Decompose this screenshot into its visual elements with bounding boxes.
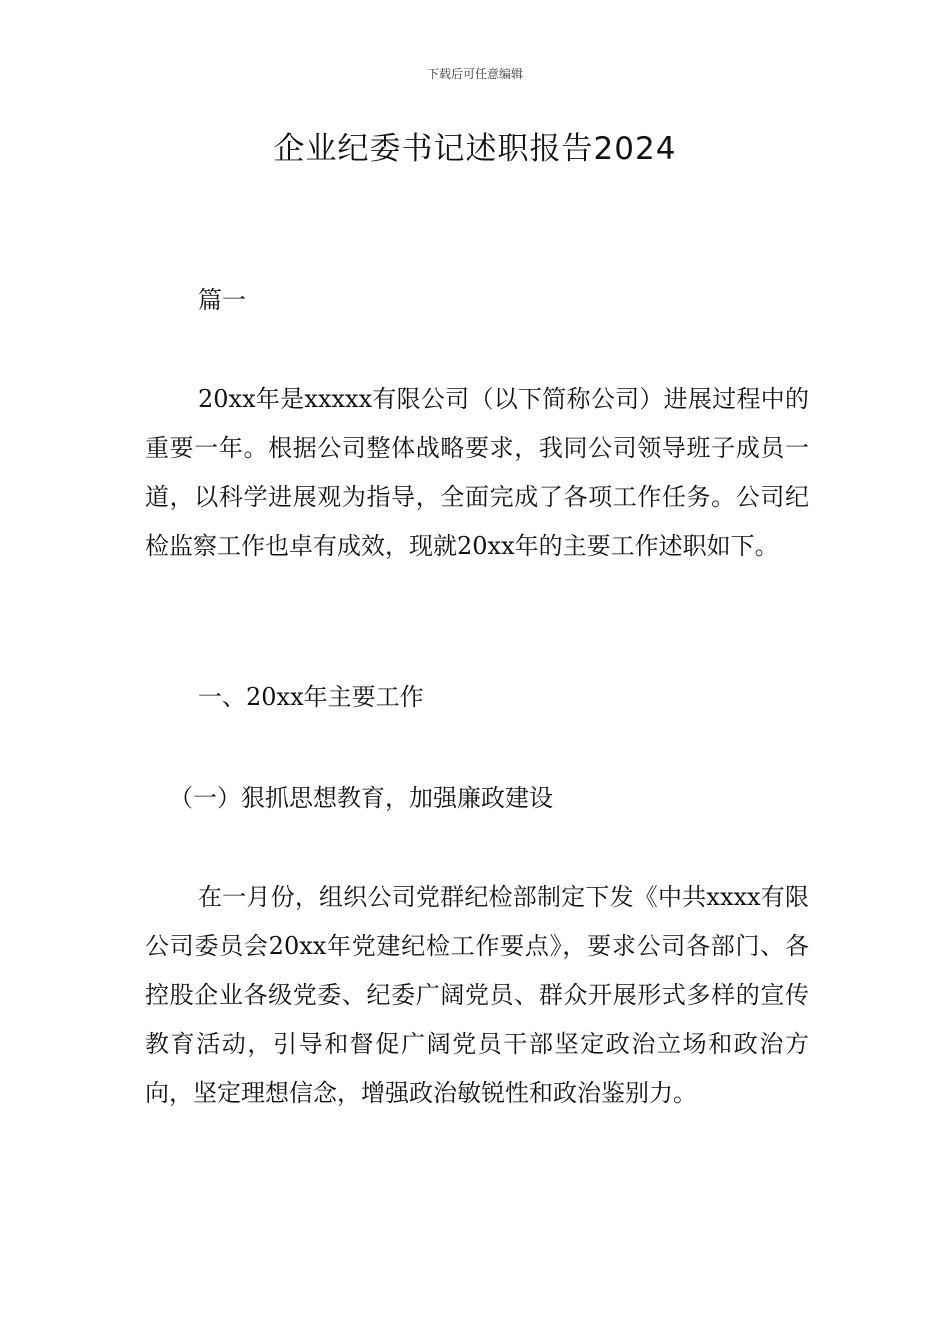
document-title: 企业纪委书记述职报告2024 bbox=[273, 131, 677, 167]
subsection-heading: （一）狠抓思想教育，加强廉政建设 bbox=[169, 784, 553, 812]
header-note: 下载后可任意编辑 bbox=[426, 67, 523, 81]
section-heading: 一、20xx年主要工作 bbox=[198, 683, 424, 711]
chapter-heading: 篇一 bbox=[198, 286, 246, 314]
body-paragraph: 在一月份，组织公司党群纪检部制定下发《中共xxxx有限公司委员会20xx年党建纪检工作要点》，要求公司各部门、各控股企业各级党委、纪委广阔党员、群众开展形式多样的宣传教育活动，引导和督促广阔党员干部坚定政治立场和政治方向，坚定理想信念，增强政治敏锐性和政治鉴别力。 bbox=[145, 883, 809, 1107]
intro-paragraph: 20xx年是xxxxx有限公司（以下简称公司）进展过程中的重要一年。根据公司整体战略要求，我同公司领导班子成员一道，以科学进展观为指导，全面完成了各项工作任务。公司纪检监察工作也卓有成效，现就20xx年的主要工作述职如下。 bbox=[145, 385, 809, 560]
